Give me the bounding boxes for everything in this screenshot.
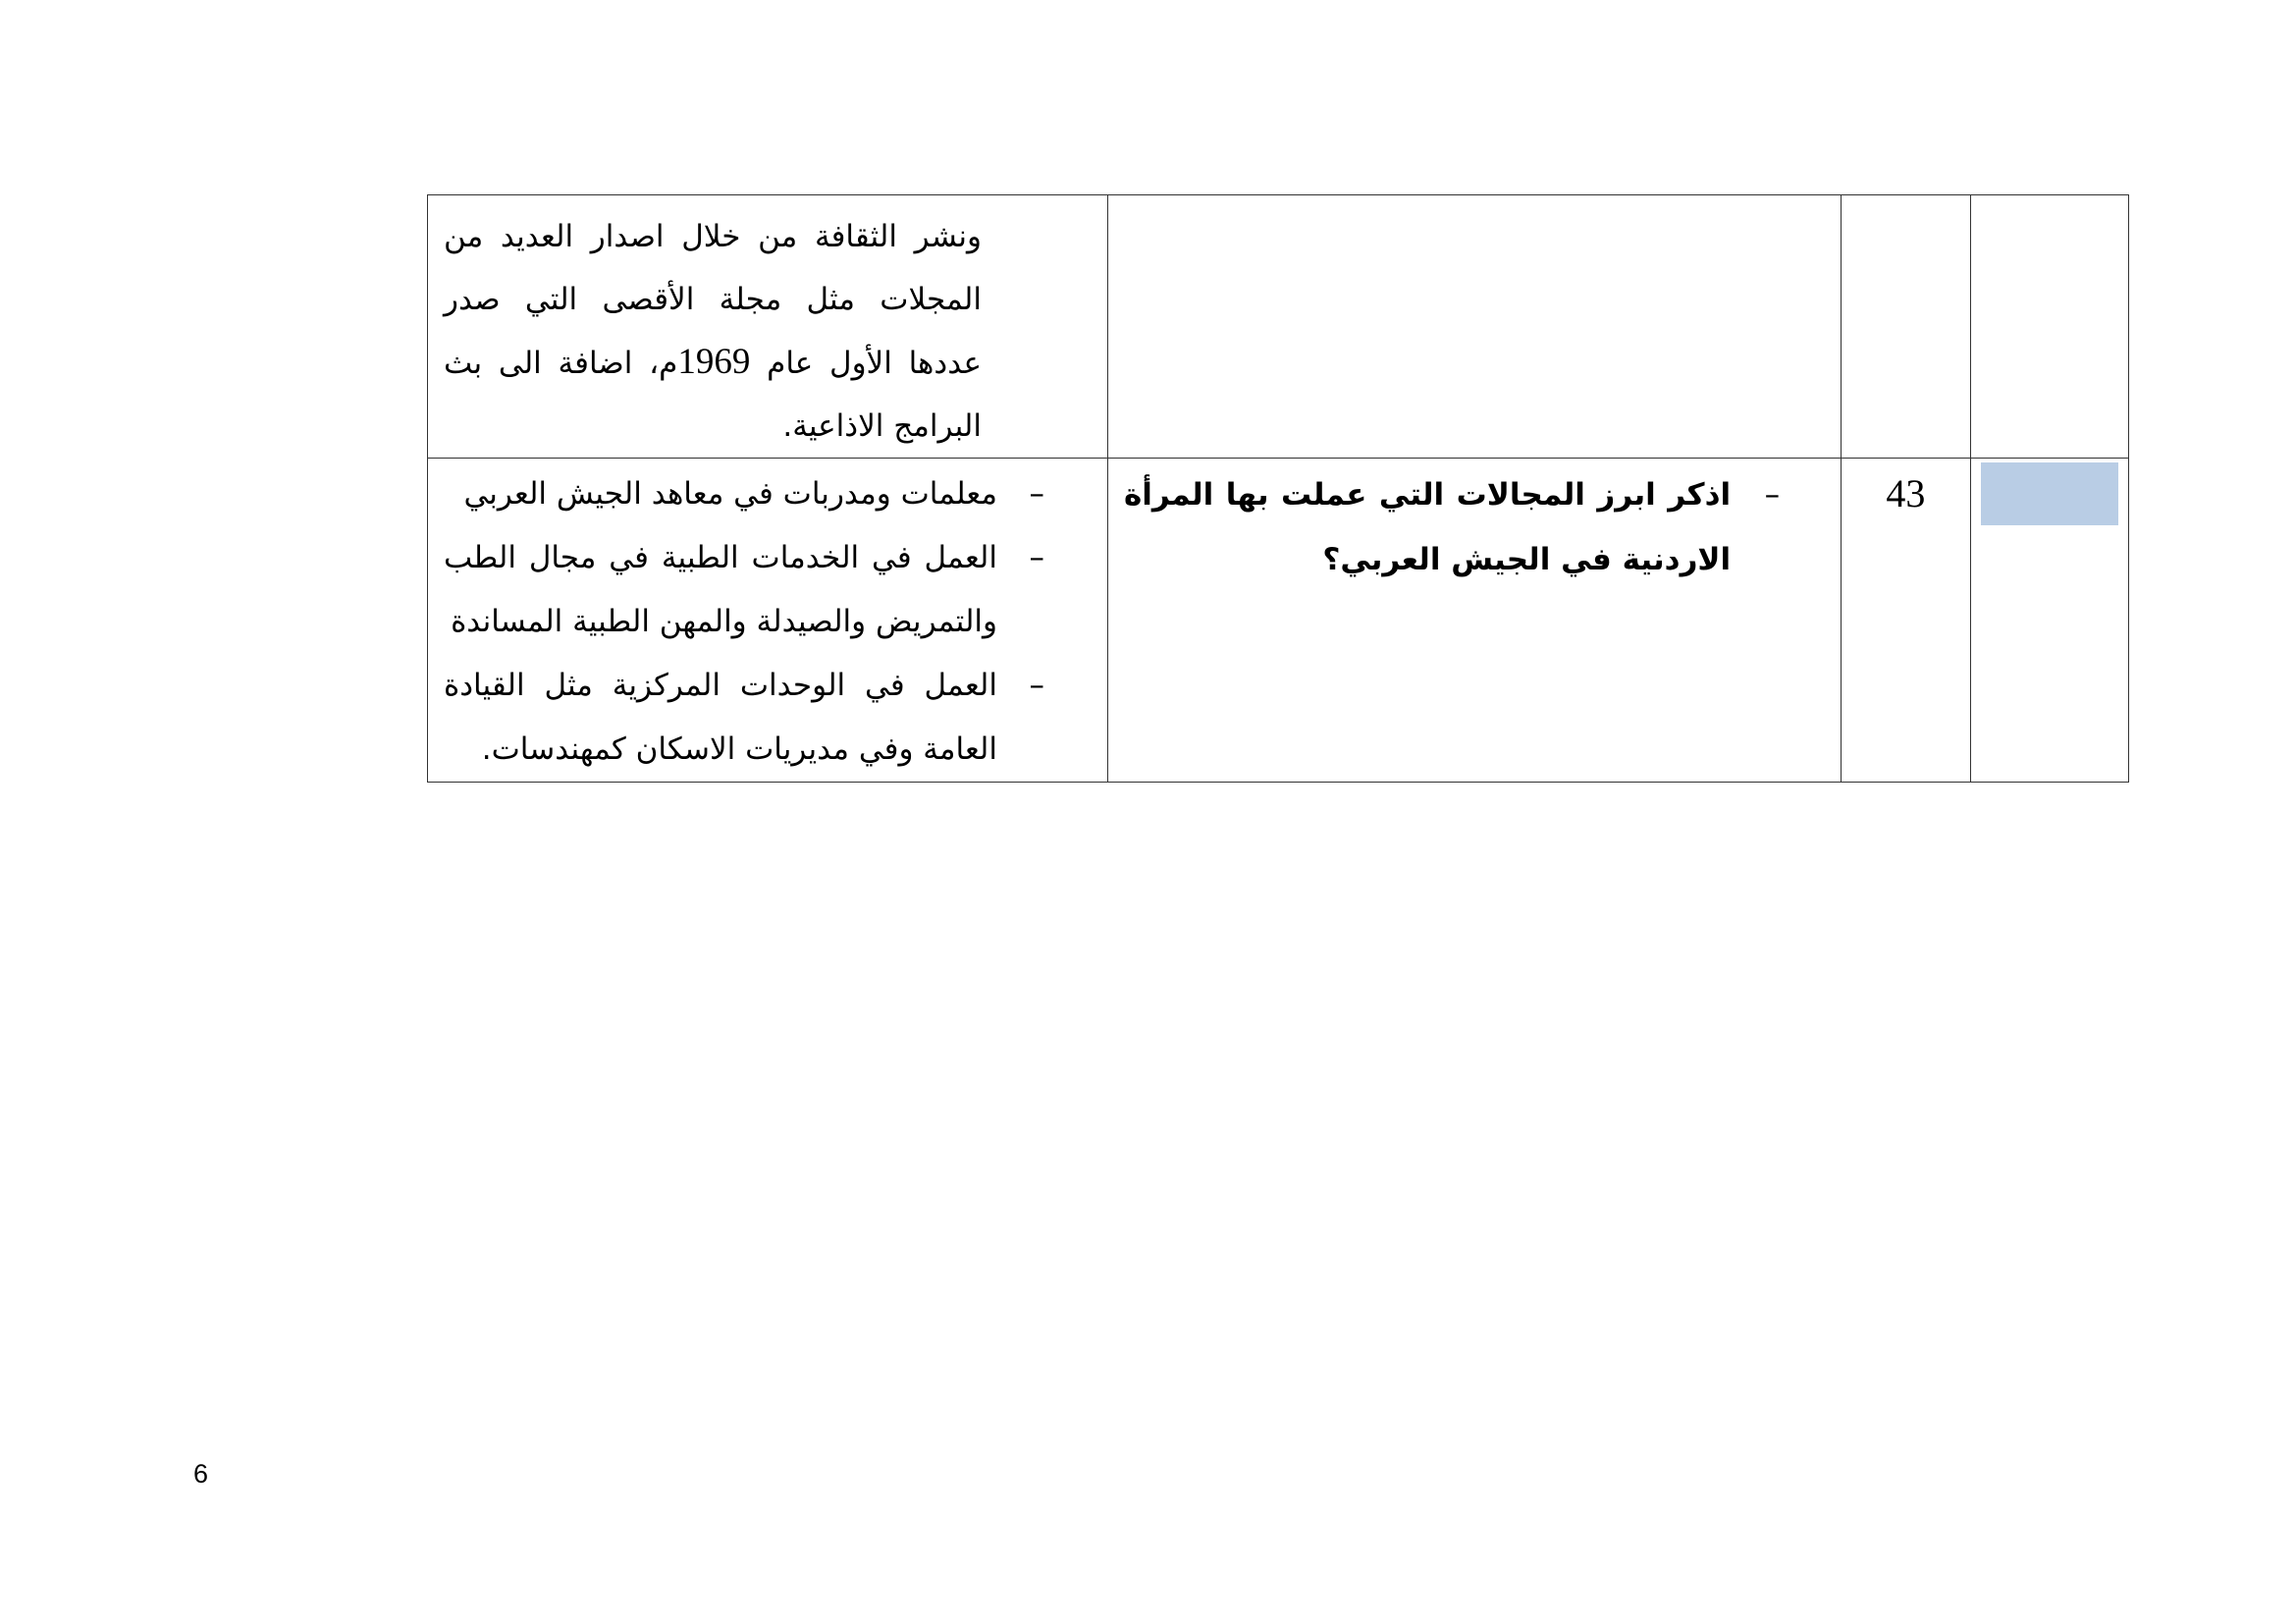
dash-bullet: – — [1029, 668, 1044, 703]
question-text: اذكر ابرز المجالات التي عملت بها المرأة الاردنية في الجيش العربي؟ — [1123, 477, 1732, 577]
answer-list-item — [444, 462, 1107, 526]
question-cell — [1107, 459, 1841, 783]
answer-cell — [428, 459, 1108, 783]
answer-text: م، اضافة الى بث البرامج الاذاعية. — [444, 346, 982, 444]
question-cell — [1107, 195, 1841, 459]
answer-item-text: العمل في الخدمات الطبية في مجال الطب والتمريض والصيدلة والمهن الطبية المساندة — [444, 540, 997, 639]
content-table — [427, 194, 2129, 783]
answer-paragraph — [428, 195, 1107, 458]
answer-list-item — [444, 526, 1107, 654]
highlight-shading — [1981, 462, 2119, 525]
answer-list-item — [444, 654, 1107, 782]
answer-item-text: العمل في الوحدات المركزية مثل القيادة العامة وفي مديريات الاسكان كمهندسات. — [444, 668, 997, 767]
number-cell — [1842, 195, 1970, 459]
mark-cell — [1970, 195, 2129, 459]
answer-cell — [428, 195, 1108, 459]
table-row — [428, 459, 2129, 783]
mark-cell — [1970, 459, 2129, 783]
page-number: 6 — [193, 1459, 209, 1489]
dash-bullet: – — [1029, 540, 1044, 575]
question-text-block — [1108, 459, 1841, 592]
table-row — [428, 195, 2129, 459]
dash-bullet: – — [1764, 477, 1781, 513]
answer-text: ونشر الثقافة من خلال اصدار العديد من المجلات مثل مجلة الأقصى التي صدر عددها الأول عام — [444, 219, 982, 381]
answer-list — [428, 459, 1107, 782]
year-number: 1969 — [677, 342, 751, 382]
answer-item-text: معلمات ومدربات في معاهد الجيش العربي — [463, 476, 997, 512]
dash-bullet: – — [1029, 476, 1044, 512]
question-number: 43 — [1886, 471, 1926, 515]
number-cell — [1842, 459, 1970, 783]
